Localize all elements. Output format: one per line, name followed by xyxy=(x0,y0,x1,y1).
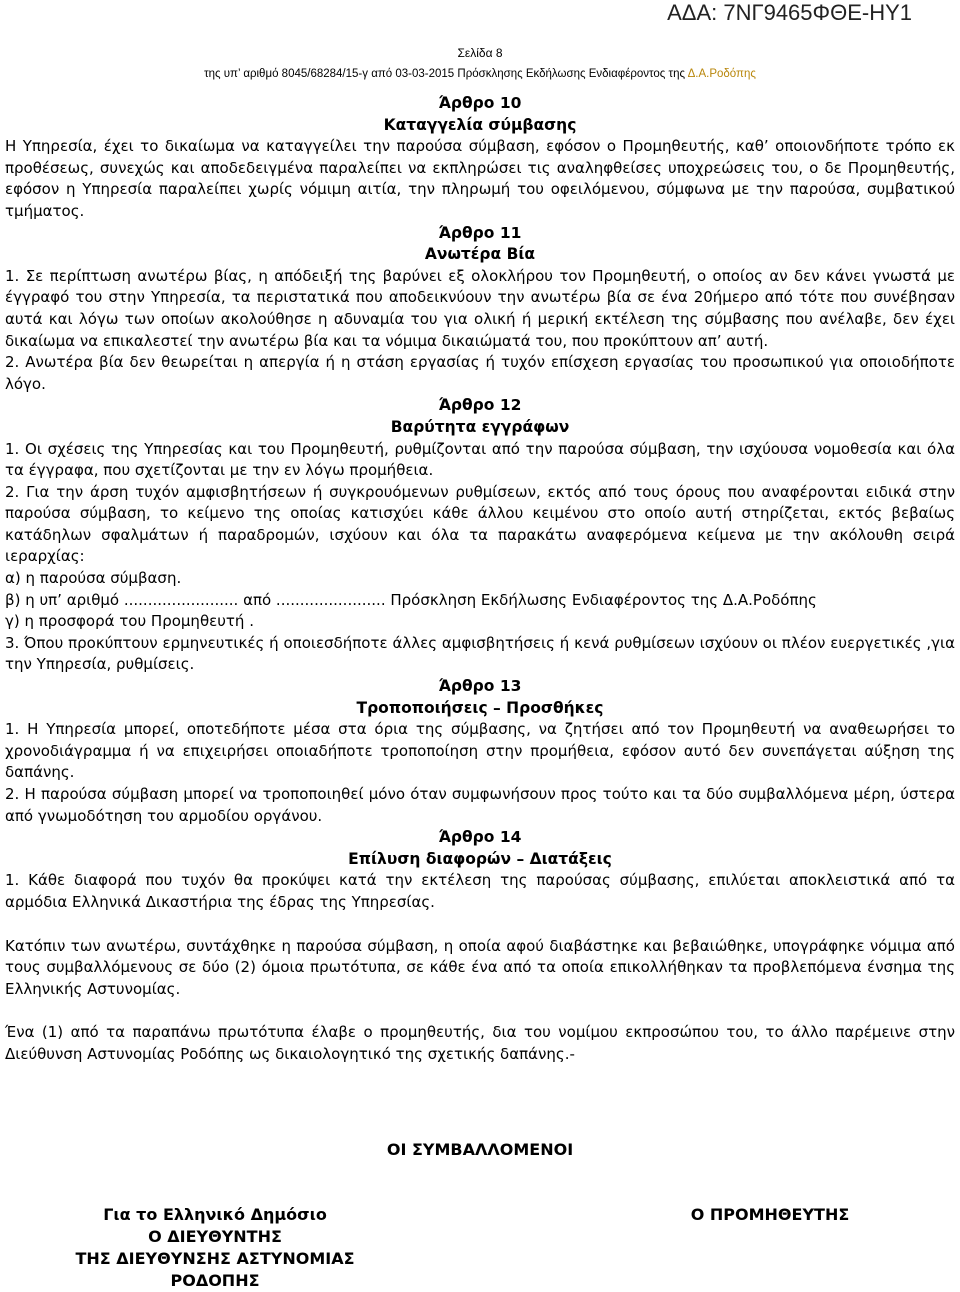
article-12-paragraph-1: 1. Οι σχέσεις της Υπηρεσίας και του Προμηθευτή, ρυθμίζονται από την παρούσα σύμβαση, την ισχύουσα νομοθεσία και όλα τα έγγραφα, που σχετίζονται με την εν λόγω προμήθεια. xyxy=(5,439,955,480)
article-12-paragraph-2: 2. Για την άρση τυχόν αμφισβητήσεων ή συγκρουόμενων ρυθμίσεων, εκτός από τους όρους που αναφέρονται ειδικά στην παρούσα σύμβαση, το κείμενο της οποίας κατισχύει κάθε άλλου κειμένου στο οποίο αυτή στηρίζεται, εκτός βεβαίως κατάδηλων σφαλμάτων ή παραδρομών, ισχύουν και όλα τα παρακάτω αναφερόμενα κείμενα με την ακόλουθη σειρά ιεραρχίας: xyxy=(5,482,955,566)
article-11-title: Άρθρο 11 xyxy=(438,223,522,242)
article-13-title: Άρθρο 13 xyxy=(438,677,522,696)
reference-line xyxy=(0,68,960,80)
signature-block-supplier xyxy=(640,1204,900,1226)
article-13-paragraph-1: 1. Η Υπηρεσία μπορεί, οποτεδήποτε μέσα στα όρια της σύμβασης, να ζητήσει από τον Προμηθευτή να αναθεωρήσει το χρονοδιάγραμμα ή να επιχειρήσει οποιαδήποτε τροποποίηση στην προμήθεια, εφόσον αυτό δεν συνεπάγεται αύξηση της δαπάνης. xyxy=(5,720,955,782)
article-13-paragraph-2: 2. Η παρούσα σύμβαση μπορεί να τροποποιηθεί μόνο όταν συμφωνήσουν προς τούτο και τα δύο συμβαλλόμενα μέρη, ύστερα από γνωμοδότηση του αρμοδίου οργάνου. xyxy=(5,785,955,825)
article-12-item-c: γ) η προσφορά του Προμηθευτή . xyxy=(5,612,254,631)
closing-paragraph-1: Κατόπιν των ανωτέρω, συντάχθηκε η παρούσα σύμβαση, η οποία αφού διαβάστηκε και βεβαιώθηκε, υπογράφηκε νόμιμα από τους συμβαλλόμενους σε δύο (2) όμοια πρωτότυπα, σε κάθε ένα από τα οποία επικολλήθηκαν τα προβλεπόμενα ένσημα της Ελληνικής Αστυνομίας. xyxy=(5,936,955,998)
article-14-subtitle: Επίλυση διαφορών – Διατάξεις xyxy=(348,849,612,868)
signature-state-line-1: Για το Ελληνικό Δημόσιο xyxy=(103,1205,327,1224)
article-11-paragraph-1: 1. Σε περίπτωση ανωτέρω βίας, η απόδειξή της βαρύνει εξ ολοκλήρου τον Προμηθευτή, ο οποίος αν δεν κάνει γνωστά με έγγραφό του στην Υπηρεσία, τα περιστατικά που αποδεικνύουν την ανωτέρω βία σε ένα 20ήμερο από τότε που συνέβησαν αυτά και λόγω των οποίων ακολούθησε η αδυναμία του για ολική ή μερική εκτέλεση της σύμβασης που ανέλαβε, δεν έχει δικαίωμα να επικαλεστεί την ανωτέρω βία και τα νόμιμα δικαιώματά του, που προκύπτουν απ’ αυτή. xyxy=(5,266,955,350)
spacer xyxy=(5,1000,955,1022)
article-11-paragraph-2: 2. Ανωτέρα βία δεν θεωρείται η απεργία ή η στάση εργασίας ή τυχόν επίσχεση εργασίας του προσωπικού για οποιοδήποτε λόγο. xyxy=(5,353,955,393)
document-body xyxy=(5,93,955,1066)
article-10-title: Άρθρο 10 xyxy=(438,94,522,112)
article-10-subtitle: Καταγγελία σύμβασης xyxy=(383,115,577,134)
article-13-subtitle: Τροποποιήσεις – Προσθήκες xyxy=(356,698,604,717)
signature-block-state xyxy=(40,1204,390,1292)
signatures-heading: ΟΙ ΣΥΜΒΑΛΛΟΜΕΝΟΙ xyxy=(386,1140,574,1159)
reference-tail: Δ.Α.Ροδόπης xyxy=(685,68,756,80)
article-12-title: Άρθρο 12 xyxy=(438,396,522,415)
article-12-item-b: β) η υπ’ αριθμό ........................ από ....................... Πρόσκληση Εκδήλωσης Ενδιαφέροντος της Δ.Α.Ροδόπης xyxy=(5,590,817,609)
signature-supplier-line-1: Ο ΠΡΟΜΗΘΕΥΤΗΣ xyxy=(690,1205,850,1224)
closing-paragraph-2: Ένα (1) από τα παραπάνω πρωτότυπα έλαβε ο προμηθευτής, δια του νομίμου εκπροσώπου του, το άλλο παρέμεινε στην Διεύθυνση Αστυνομίας Ροδόπης ως δικαιολογητικό της σχετικής δαπάνης.- xyxy=(5,1023,955,1063)
signature-state-line-2: Ο ΔΙΕΥΘΥΝΤΗΣ xyxy=(148,1227,282,1246)
article-12-subtitle: Βαρύτητα εγγράφων xyxy=(390,417,570,436)
article-11-subtitle: Ανωτέρα Βία xyxy=(424,245,536,264)
page-number: Σελίδα 8 xyxy=(457,46,503,60)
article-14-title: Άρθρο 14 xyxy=(438,828,522,847)
spacer xyxy=(5,914,955,936)
ada-code: ΑΔΑ: 7ΝΓ9465ΦΘΕ-ΗΥ1 xyxy=(667,0,912,25)
article-10-paragraph: Η Υπηρεσία, έχει το δικαίωμα να καταγγείλει την παρούσα σύμβαση, εφόσον ο Προμηθευτής, καθ’ οποιονδήποτε τρόπο εκ προθέσεως, συνεχώς και αποδεδειγμένα παραλείπει να εκπληρώσει τις αναληφθείσες υποχρεώσεις του, ο δε Προμηθευτής, εφόσον η Υπηρεσία παραλείπει χωρίς νόμιμη αιτία, την πληρωμή του οφειλόμενου, σύμφωνα με την παρούσα, συμβατικού τμήματος. xyxy=(5,137,955,220)
reference-main: της υπ’ αριθμό 8045/68284/15-γ από 03-03-2015 Πρόσκλησης Εκδήλωσης Ενδιαφέροντος της xyxy=(204,68,686,80)
article-14-paragraph-1: 1. Κάθε διαφορά που τυχόν θα προκύψει κατά την εκτέλεση της παρούσας σύμβασης, επιλύεται αποκλειστικά από τα αρμόδια Ελληνικά Δικαστήρια της έδρας της Υπηρεσίας. xyxy=(5,871,955,911)
article-12-item-a: α) η παρούσα σύμβαση. xyxy=(5,569,182,588)
article-12-paragraph-3: 3. Όπου προκύπτουν ερμηνευτικές ή οποιεσδήποτε άλλες αμφισβητήσεις ή κενά ρυθμίσεων ισχύουν οι πλέον ευεργετικές ,για την Υπηρεσία, ρυθμίσεις. xyxy=(5,633,955,674)
signature-state-line-3: ΤΗΣ ΔΙΕΥΘΥΝΣΗΣ ΑΣΤΥΝΟΜΙΑΣ ΡΟΔΟΠΗΣ xyxy=(75,1249,355,1290)
